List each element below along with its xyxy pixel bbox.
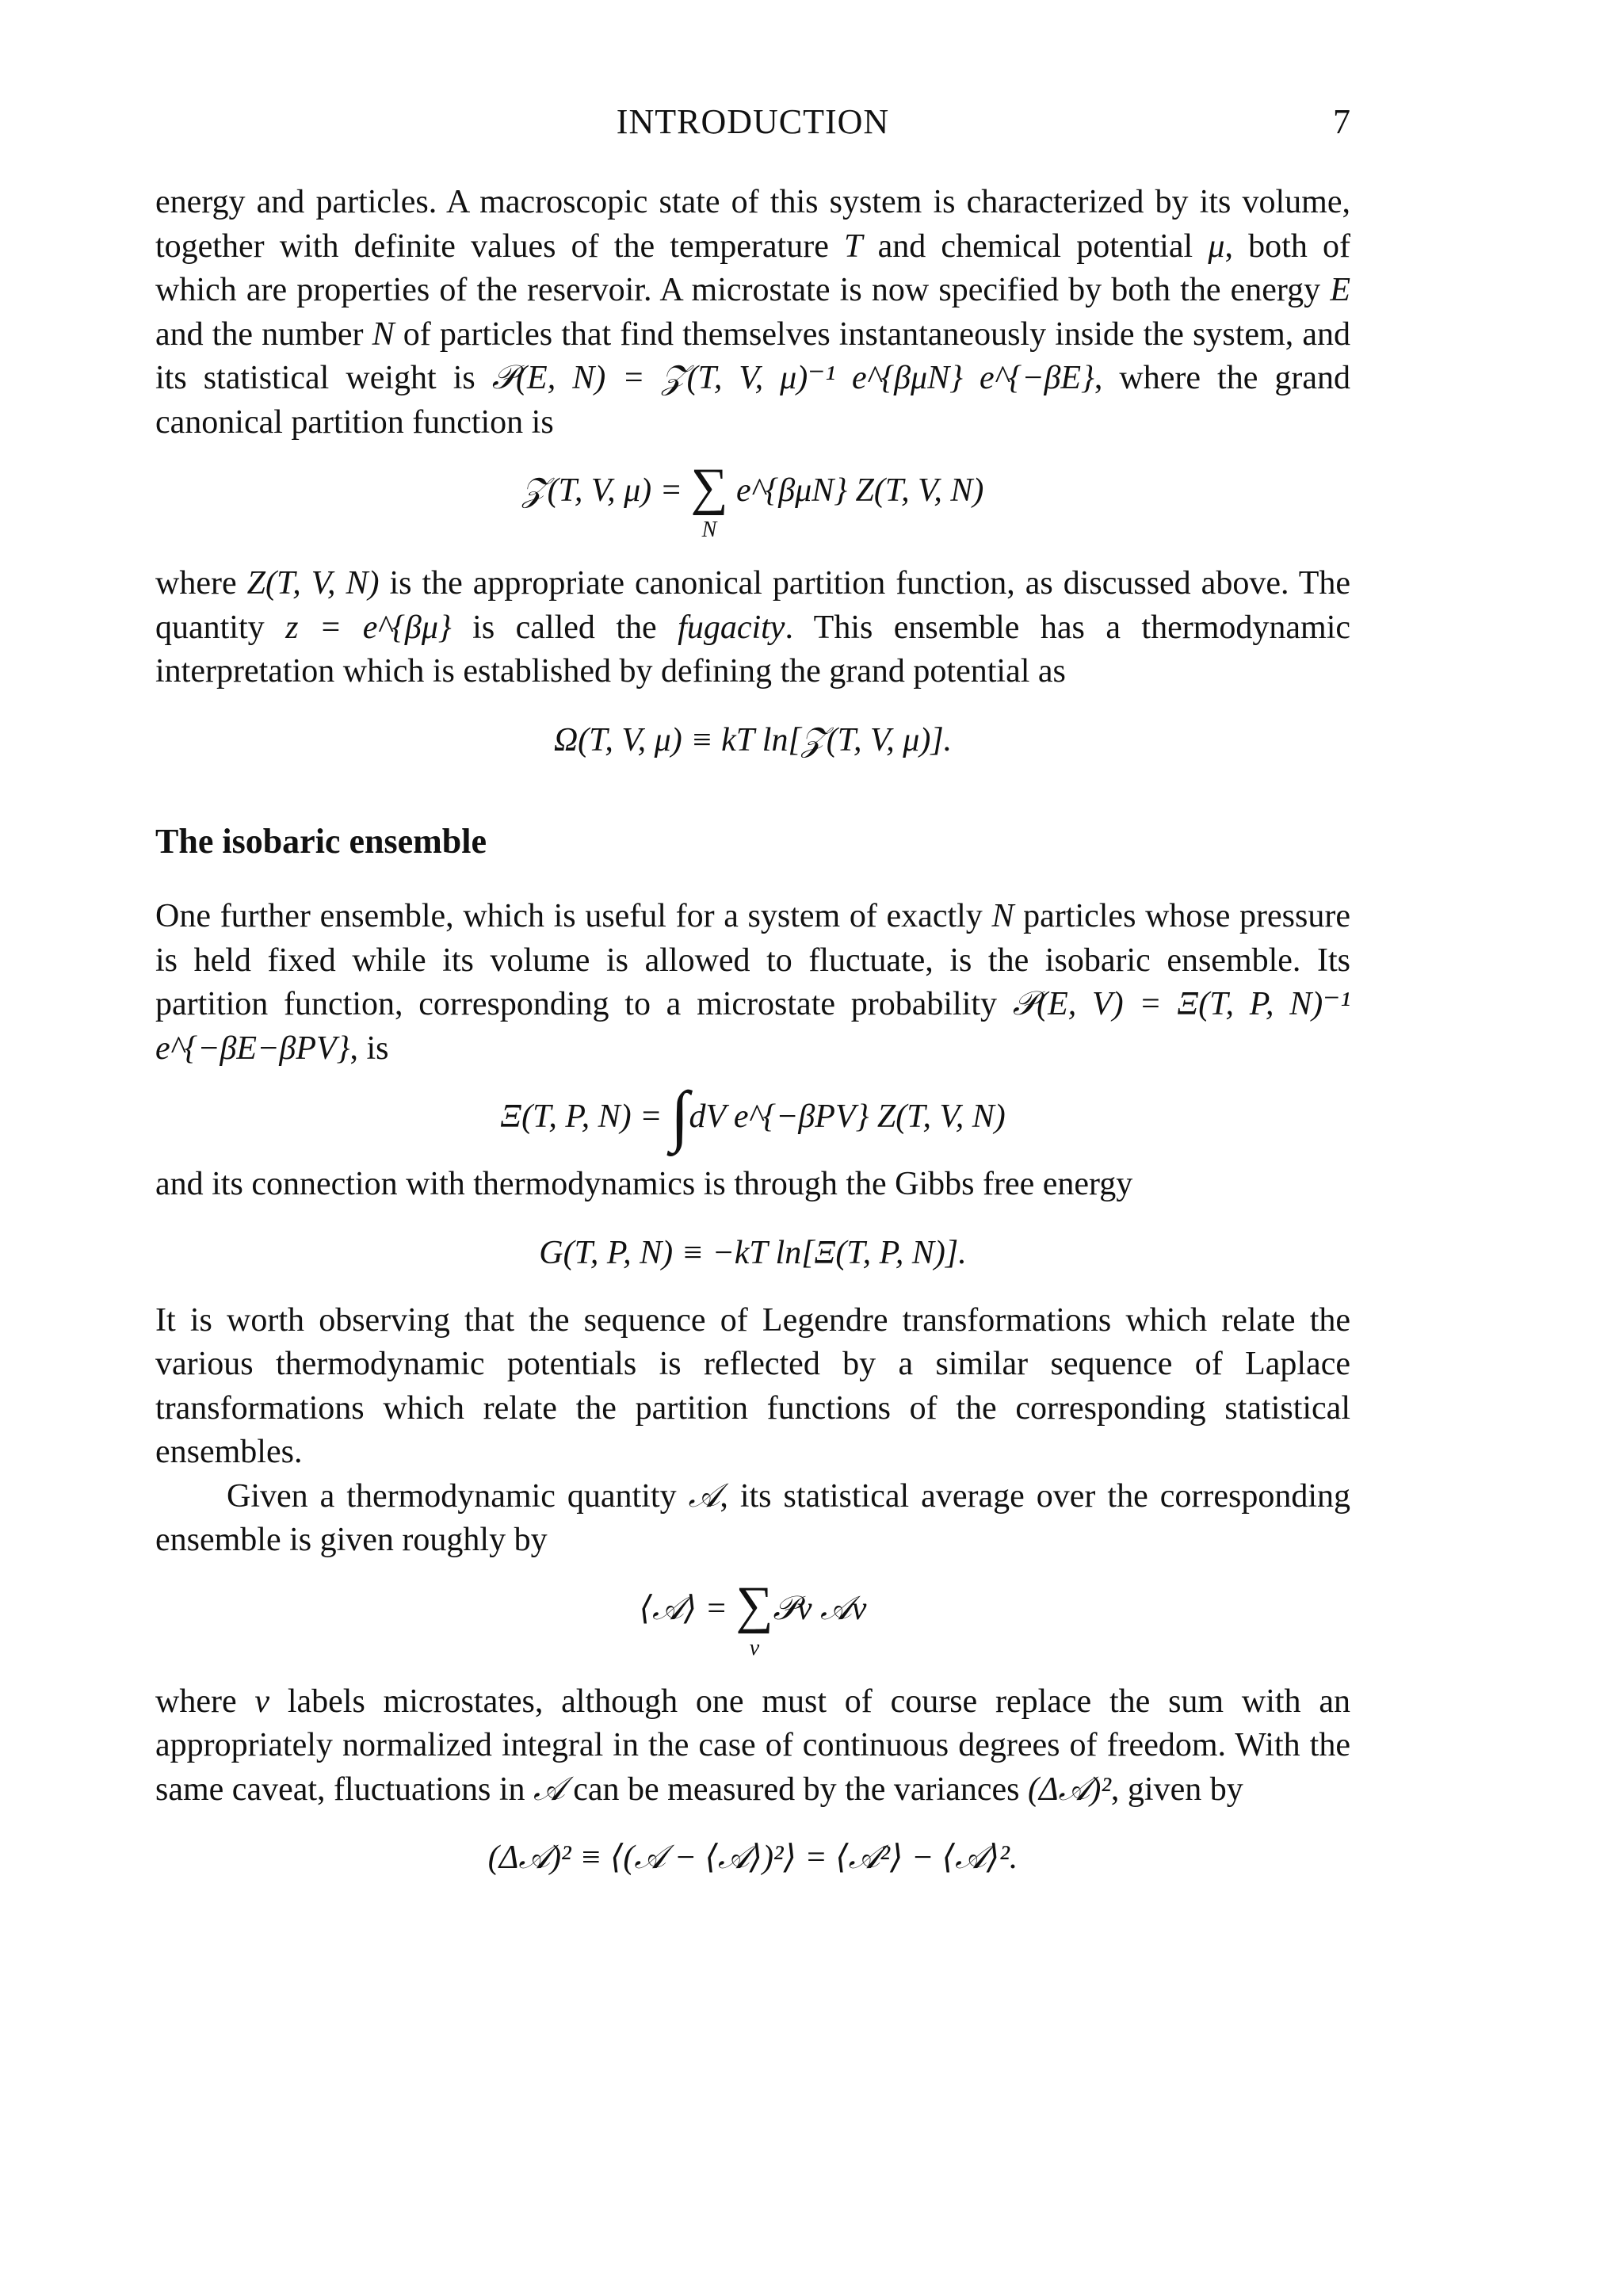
- paragraph-fluctuations: [155, 1680, 1350, 1813]
- text-run: is called the: [451, 609, 678, 646]
- equation-grand-partition: [155, 458, 1350, 542]
- text-run: Given a thermodynamic quantity: [227, 1477, 689, 1515]
- text-run: , where the grand canonical partition function is: [155, 360, 1350, 441]
- equation-gibbs: [155, 1228, 1350, 1278]
- equation-text: Ω(T, V, μ) ≡ kT ln[𝒵(T, V, μ)].: [553, 721, 953, 758]
- symbol-T: T: [844, 227, 863, 265]
- text-run: . This ensemble has a thermodynamic interpretation which is established by defining the grand potential as: [155, 609, 1351, 690]
- text-run: , is: [349, 1030, 389, 1067]
- equation-average: [155, 1576, 1350, 1660]
- sum-index: N: [701, 518, 717, 542]
- equation-isobaric-partition: [155, 1077, 1350, 1153]
- inline-math-variance: (Δ𝒜)²: [1027, 1771, 1111, 1808]
- paragraph-gibbs: [155, 1163, 1350, 1207]
- symbol-A: 𝒜: [688, 1477, 720, 1515]
- paragraph-isobaric: [155, 895, 1350, 1071]
- paragraph-average: [155, 1475, 1350, 1563]
- inline-math-weight: 𝒫(E, N) = 𝒵(T, V, μ)⁻¹ e^{βμN} e^{−βE}: [491, 360, 1094, 396]
- equation-grand-potential: [155, 715, 1350, 766]
- symbol-N: N: [372, 315, 395, 353]
- text-run: , its statistical average over the corresponding ensemble is given roughly by: [155, 1477, 1350, 1558]
- equation-rhs: 𝒫ν 𝒜ν: [773, 1590, 867, 1627]
- inline-math-fugacity: z = e^{βμ}: [285, 609, 452, 646]
- text-run: and its connection with thermodynamics is through the Gibbs free energy: [155, 1166, 1133, 1202]
- equation-lhs: ⟨𝒜⟩ =: [639, 1590, 736, 1627]
- text-run: particles whose pressure is held fixed while its volume is allowed to fluctuate, is the isobaric ensemble. Its partition function, corresponding to a microstate probability: [155, 898, 1350, 1022]
- running-head: INTRODUCTION: [616, 102, 890, 141]
- equation-lhs: Ξ(T, P, N) =: [500, 1098, 670, 1135]
- text-run: is the appropriate canonical partition function, as discussed above. The quantity: [155, 565, 1351, 646]
- sum-sign-icon: ∑: [735, 1576, 773, 1634]
- equation-lhs: 𝒵(T, V, μ) =: [521, 472, 691, 509]
- page-body: [155, 181, 1350, 1904]
- page-number: 7: [1333, 102, 1350, 141]
- sum-index: ν: [749, 1635, 760, 1660]
- text-run: , given by: [1110, 1771, 1243, 1808]
- equation-text: (Δ𝒜)² ≡ ⟨(𝒜 − ⟨𝒜⟩)²⟩ = ⟨𝒜²⟩ − ⟨𝒜⟩².: [487, 1839, 1018, 1876]
- paragraph-grand-canonical: [155, 181, 1350, 445]
- paragraph-legendre: [155, 1299, 1350, 1475]
- summation: [735, 1576, 773, 1660]
- summation: [690, 458, 728, 542]
- symbol-mu: μ: [1208, 227, 1225, 265]
- symbol-E: E: [1330, 272, 1350, 308]
- term-fugacity: fugacity: [678, 609, 785, 646]
- symbol-nu: ν: [254, 1683, 270, 1720]
- text-run: where: [155, 565, 247, 602]
- text-run: energy and particles. A macroscopic state of this system is characterized by its volume, together with definite values of the temperature: [155, 184, 1350, 265]
- text-run: It is worth observing that the sequence of Legendre transformations which relate the various thermodynamic potentials is reflected by a similar sequence of Laplace transformations which relate the partition functions of the corresponding statistical ensembles.: [155, 1301, 1350, 1470]
- inline-math-canonical: Z(T, V, N): [246, 565, 380, 602]
- text-run: , both of which are properties of the reservoir. A microstate is now specified by both the energy: [155, 227, 1350, 308]
- symbol-N: N: [991, 898, 1014, 934]
- text-run: and the number: [155, 315, 372, 353]
- text-run: and chemical potential: [862, 227, 1209, 265]
- equation-variance: [155, 1832, 1350, 1883]
- page-header: [155, 101, 1350, 149]
- integral-sign-icon: ∫: [670, 1077, 689, 1153]
- inline-math-probability: 𝒫(E, V) = Ξ(T, P, N)⁻¹ e^{−βE−βPV}: [155, 986, 1350, 1067]
- equation-rhs: e^{βμN} Z(T, V, N): [727, 472, 984, 509]
- text-run: One further ensemble, which is useful for a system of exactly: [155, 898, 992, 934]
- text-run: can be measured by the variances: [564, 1771, 1028, 1808]
- sum-sign-icon: ∑: [690, 458, 728, 516]
- symbol-A: 𝒜: [533, 1771, 565, 1808]
- text-run: where: [155, 1683, 255, 1720]
- paragraph-fugacity: [155, 562, 1350, 694]
- equation-text: G(T, P, N) ≡ −kT ln[Ξ(T, P, N)].: [539, 1234, 967, 1271]
- text-run: of particles that find themselves instantaneously inside the system, and its statistical weight is: [155, 315, 1350, 396]
- text-run: labels microstates, although one must of course replace the sum with an appropriately normalized integral in the case of continuous degrees of freedom. With the same caveat, fluctuations in: [155, 1683, 1350, 1808]
- section-heading: The isobaric ensemble: [155, 821, 487, 861]
- equation-rhs: dV e^{−βPV} Z(T, V, N): [689, 1098, 1006, 1135]
